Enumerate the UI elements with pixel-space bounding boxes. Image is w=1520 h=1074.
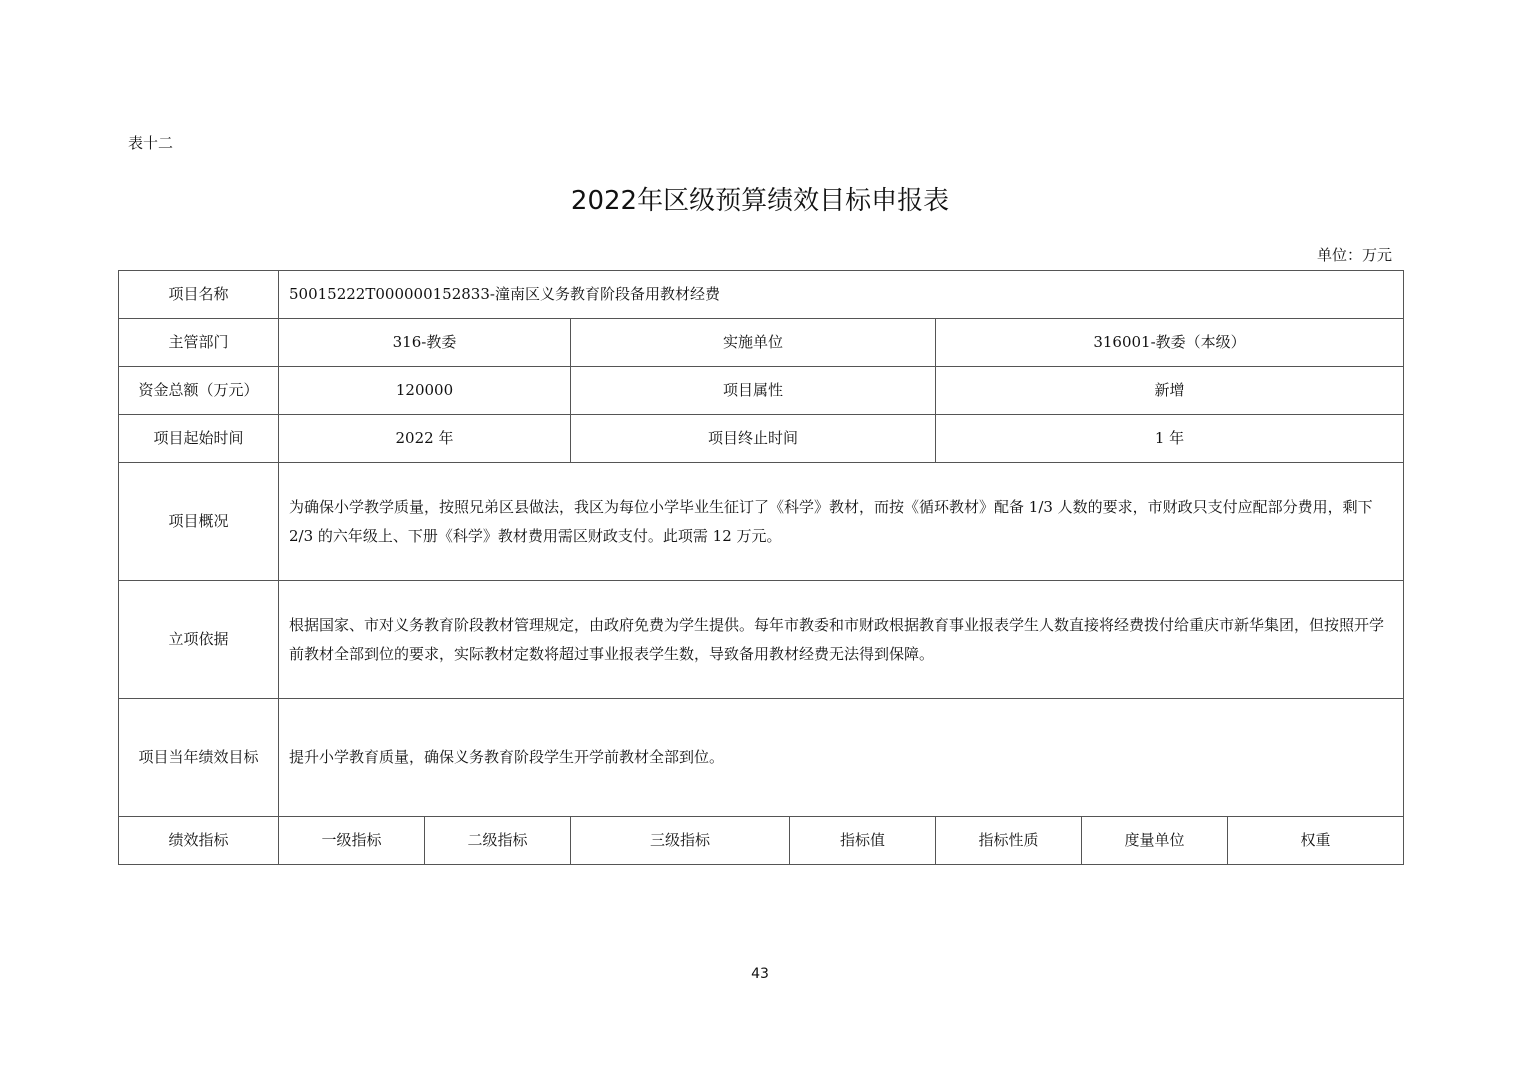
overview-label: 项目概况 (119, 463, 279, 581)
end-label: 项目终止时间 (571, 415, 936, 463)
table-row (119, 271, 1404, 319)
indicator-header: 二级指标 (425, 817, 571, 865)
table-row (119, 319, 1404, 367)
indicator-header: 一级指标 (279, 817, 425, 865)
goal-value: 提升小学教育质量，确保义务教育阶段学生开学前教材全部到位。 (279, 699, 1404, 817)
dept-value: 316-教委 (279, 319, 571, 367)
end-value: 1 年 (936, 415, 1404, 463)
table-number: 表十二 (128, 134, 174, 152)
page-title: 2022年区级预算绩效目标申报表 (570, 186, 950, 216)
indicator-header: 指标性质 (936, 817, 1082, 865)
table-row (119, 699, 1404, 817)
total-label: 资金总额（万元） (119, 367, 279, 415)
table-row (119, 463, 1404, 581)
unit-label: 单位：万元 (1316, 246, 1392, 264)
attr-value: 新增 (936, 367, 1404, 415)
basis-label: 立项依据 (119, 581, 279, 699)
budget-form-table (118, 270, 1404, 865)
impl-unit-value: 316001-教委（本级） (936, 319, 1404, 367)
basis-value: 根据国家、市对义务教育阶段教材管理规定，由政府免费为学生提供。每年市教委和市财政根据教育事业报表学生人数直接将经费拨付给重庆市新华集团，但按照开学前教材全部到位的要求，实际教材定数将超过事业报表学生数，导致备用教材经费无法得到保障。 (279, 581, 1404, 699)
impl-unit-label: 实施单位 (571, 319, 936, 367)
total-value: 120000 (279, 367, 571, 415)
attr-label: 项目属性 (571, 367, 936, 415)
table-row (119, 581, 1404, 699)
indicator-header: 指标值 (790, 817, 936, 865)
indicators-label: 绩效指标 (119, 817, 279, 865)
start-label: 项目起始时间 (119, 415, 279, 463)
goal-label: 项目当年绩效目标 (119, 699, 279, 817)
table-row (119, 367, 1404, 415)
indicator-header: 权重 (1228, 817, 1404, 865)
table-row (119, 817, 1404, 865)
project-name-value: 50015222T000000152833-潼南区义务教育阶段备用教材经费 (279, 271, 1404, 319)
overview-value: 为确保小学教学质量，按照兄弟区县做法，我区为每位小学毕业生征订了《科学》教材，而按《循环教材》配备 1/3 人数的要求，市财政只支付应配部分费用，剩下 2/3 的六年级上、下册《科学》教材费用需区财政支付。此项需 12 万元。 (279, 463, 1404, 581)
project-name-label: 项目名称 (119, 271, 279, 319)
indicator-header: 度量单位 (1082, 817, 1228, 865)
start-value: 2022 年 (279, 415, 571, 463)
table-row (119, 415, 1404, 463)
dept-label: 主管部门 (119, 319, 279, 367)
page-number: 43 (751, 966, 769, 982)
indicator-header: 三级指标 (571, 817, 790, 865)
